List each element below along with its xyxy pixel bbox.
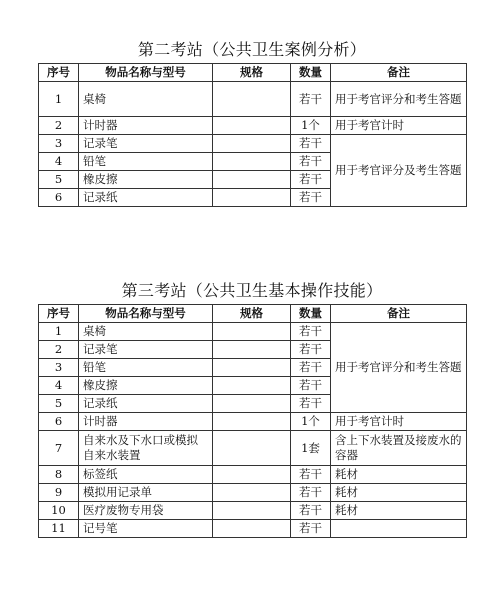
cell-qty: 若干 — [291, 323, 331, 341]
header-no: 序号 — [39, 64, 79, 82]
cell-name: 橡皮擦 — [79, 171, 213, 189]
header-spec: 规格 — [213, 64, 291, 82]
station2-title: 第二考站（公共卫生案例分析） — [137, 40, 367, 59]
cell-spec — [213, 135, 291, 153]
cell-spec — [213, 431, 291, 466]
header-name: 物品名称与型号 — [79, 305, 213, 323]
cell-name: 标签纸 — [79, 466, 213, 484]
cell-spec — [213, 502, 291, 520]
cell-note: 耗材 — [331, 502, 467, 520]
header-note: 备注 — [331, 64, 467, 82]
cell-note: 耗材 — [331, 466, 467, 484]
cell-qty: 若干 — [291, 466, 331, 484]
cell-qty: 1个 — [291, 117, 331, 135]
cell-spec — [213, 171, 291, 189]
cell-spec — [213, 466, 291, 484]
cell-no: 11 — [39, 520, 79, 538]
cell-qty: 若干 — [291, 395, 331, 413]
header-qty: 数量 — [291, 64, 331, 82]
header-spec: 规格 — [213, 305, 291, 323]
table-header-row — [39, 305, 467, 323]
cell-qty: 若干 — [291, 502, 331, 520]
cell-qty: 1个 — [291, 413, 331, 431]
cell-name: 铅笔 — [79, 153, 213, 171]
cell-qty: 若干 — [291, 135, 331, 153]
cell-spec — [213, 323, 291, 341]
cell-spec — [213, 82, 291, 117]
cell-qty: 若干 — [291, 377, 331, 395]
cell-spec — [213, 520, 291, 538]
cell-name: 记录纸 — [79, 189, 213, 207]
cell-qty: 若干 — [291, 341, 331, 359]
cell-name: 橡皮擦 — [79, 377, 213, 395]
cell-spec — [213, 153, 291, 171]
cell-name: 记号笔 — [79, 520, 213, 538]
cell-note: 用于考官计时 — [331, 117, 467, 135]
cell-spec — [213, 484, 291, 502]
cell-name: 记录笔 — [79, 341, 213, 359]
cell-no: 4 — [39, 153, 79, 171]
cell-qty: 1套 — [291, 431, 331, 466]
cell-note: 含上下水装置及接废水的容器 — [331, 431, 467, 466]
table-row — [39, 520, 467, 538]
cell-spec — [213, 395, 291, 413]
cell-no: 8 — [39, 466, 79, 484]
cell-name: 记录笔 — [79, 135, 213, 153]
table-header-row — [39, 64, 467, 82]
cell-qty: 若干 — [291, 171, 331, 189]
table-row — [39, 117, 467, 135]
cell-name: 医疗废物专用袋 — [79, 502, 213, 520]
header-note: 备注 — [331, 305, 467, 323]
table-row — [39, 466, 467, 484]
table-row — [39, 82, 467, 117]
table-row — [39, 135, 467, 153]
cell-no: 1 — [39, 82, 79, 117]
cell-no: 1 — [39, 323, 79, 341]
cell-note-merged: 用于考官评分和考生答题 — [331, 323, 467, 413]
cell-note: 用于考官评分和考生答题 — [331, 82, 467, 117]
cell-no: 5 — [39, 395, 79, 413]
cell-qty: 若干 — [291, 520, 331, 538]
cell-spec — [213, 413, 291, 431]
cell-note — [331, 520, 467, 538]
cell-name: 计时器 — [79, 413, 213, 431]
table-row — [39, 323, 467, 341]
cell-name: 铅笔 — [79, 359, 213, 377]
cell-no: 2 — [39, 117, 79, 135]
table-row — [39, 502, 467, 520]
cell-no: 3 — [39, 135, 79, 153]
header-name: 物品名称与型号 — [79, 64, 213, 82]
cell-qty: 若干 — [291, 189, 331, 207]
cell-spec — [213, 377, 291, 395]
table-row — [39, 431, 467, 466]
cell-note: 耗材 — [331, 484, 467, 502]
cell-qty: 若干 — [291, 153, 331, 171]
cell-no: 7 — [39, 431, 79, 466]
table-row — [39, 484, 467, 502]
cell-spec — [213, 359, 291, 377]
station3-title: 第三考站（公共卫生基本操作技能） — [121, 281, 383, 300]
cell-qty: 若干 — [291, 484, 331, 502]
cell-name: 桌椅 — [79, 323, 213, 341]
cell-name: 记录纸 — [79, 395, 213, 413]
cell-no: 2 — [39, 341, 79, 359]
header-no: 序号 — [39, 305, 79, 323]
cell-name: 自来水及下水口或模拟自来水装置 — [79, 431, 213, 466]
station2-table — [38, 63, 467, 207]
station3-table — [38, 304, 467, 538]
cell-no: 3 — [39, 359, 79, 377]
cell-no: 10 — [39, 502, 79, 520]
cell-spec — [213, 189, 291, 207]
header-qty: 数量 — [291, 305, 331, 323]
cell-note: 用于考官计时 — [331, 413, 467, 431]
cell-no: 5 — [39, 171, 79, 189]
cell-name: 桌椅 — [79, 82, 213, 117]
cell-spec — [213, 117, 291, 135]
cell-qty: 若干 — [291, 82, 331, 117]
cell-note-merged: 用于考官评分及考生答题 — [331, 135, 467, 207]
cell-no: 9 — [39, 484, 79, 502]
table-row — [39, 413, 467, 431]
cell-no: 4 — [39, 377, 79, 395]
cell-spec — [213, 341, 291, 359]
cell-no: 6 — [39, 189, 79, 207]
cell-qty: 若干 — [291, 359, 331, 377]
cell-name: 模拟用记录单 — [79, 484, 213, 502]
cell-no: 6 — [39, 413, 79, 431]
cell-name: 计时器 — [79, 117, 213, 135]
